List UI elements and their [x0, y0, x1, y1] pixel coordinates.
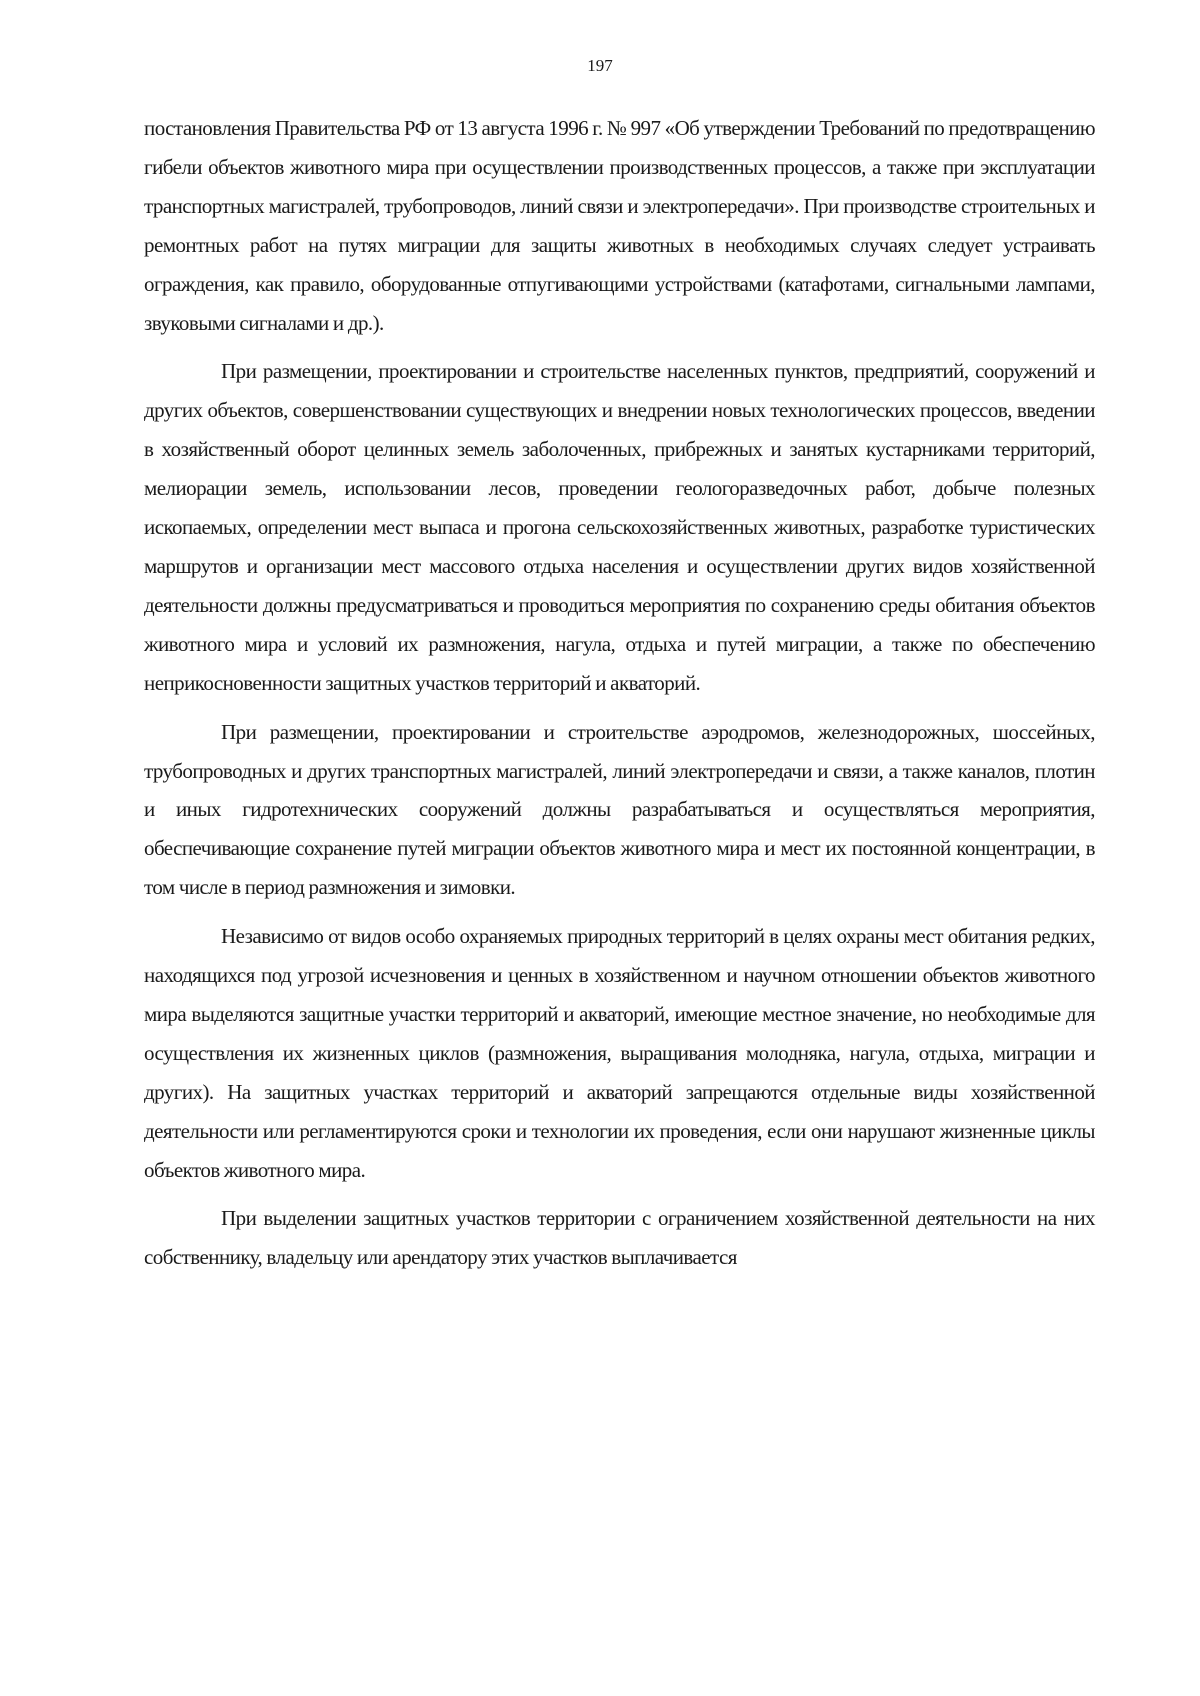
paragraph-settlements-construction: При размещении, проектировании и строительстве населенных пунктов, предприятий, сооружений и других объектов, совершенствовании существующих и внедрении новых технологических процессов, введении в хозяйственный оборот целинных земель заболоченных, прибрежных и занятых кустарниками территорий, мелиорации земель, использовании лесов, проведении геологоразведочных работ, добыче полезных ископаемых, определении мест выпаса и прогона сельскохозяйственных животных, разработке туристических маршрутов и организации мест массового отдыха населения и осуществлении других видов хозяйственной деятельности должны предусматриваться и проводиться мероприятия по сохранению среды обитания объектов животного мира и условий их размножения, нагула, отдыха и путей миграции, а также по обеспечению неприкосновенности защитных участков территорий и акваторий.: [144, 359, 1095, 695]
paragraph-continuation: постановления Правительства РФ от 13 августа 1996 г. № 997 «Об утверждении Требований по предотвращению гибели объектов животного мира при осуществлении производственных процессов, а также при эксплуатации транспортных магистралей, трубопроводов, линий связи и электропередачи». При производстве строительных и ремонтных работ на путях миграции для защиты животных в необходимых случаях следует устраивать ограждения, как правило, оборудованные отпугивающими устройствами (катафотами, сигнальными лампами, звуковыми сигналами и др.).: [144, 116, 1095, 335]
paragraph-compensation: При выделении защитных участков территории с ограничением хозяйственной деятельности на них собственнику, владельцу или арендатору этих участков выплачивается: [144, 1206, 1095, 1270]
page-body: [144, 109, 1095, 1277]
paragraph-protected-areas: Независимо от видов особо охраняемых природных территорий в целях охраны мест обитания редких, находящихся под угрозой исчезновения и ценных в хозяйственном и научном отношении объектов животного мира выделяются защитные участки территорий и акваторий, имеющие местное значение, но необходимые для осуществления их жизненных циклов (размножения, выращивания молодняка, нагула, отдыха, миграции и других). На защитных участках территорий и акваторий запрещаются отдельные виды хозяйственной деятельности или регламентируются сроки и технологии их проведения, если они нарушают жизненные циклы объектов животного мира.: [144, 924, 1095, 1182]
paragraph-transport-construction: При размещении, проектировании и строительстве аэродромов, железнодорожных, шоссейных, трубопроводных и других транспортных магистралей, линий электропередачи и связи, а также каналов, плотин и иных гидротехнических сооружений должны разрабатываться и осуществляться мероприятия, обеспечивающие сохранение путей миграции объектов животного мира и мест их постоянной концентрации, в том числе в период размножения и зимовки.: [144, 719, 1095, 900]
page-number: 197: [587, 56, 613, 75]
